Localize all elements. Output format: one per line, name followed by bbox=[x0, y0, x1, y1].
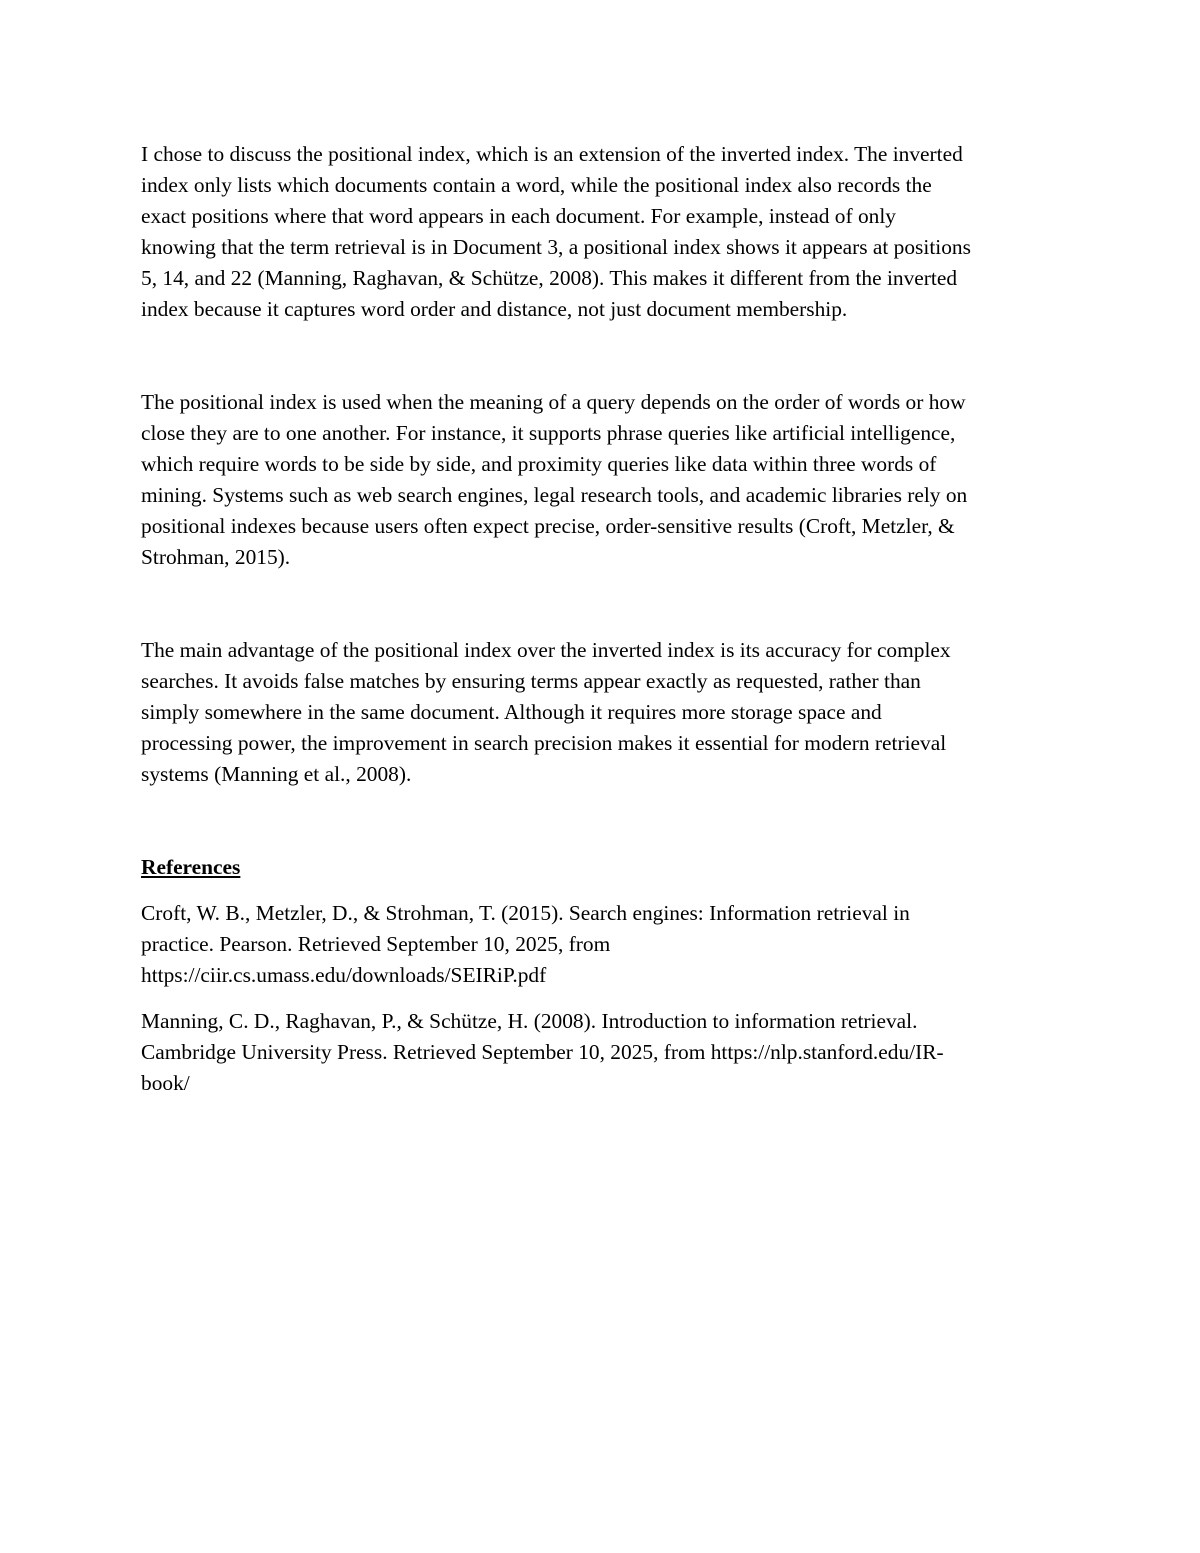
reference-line: book/ bbox=[141, 1071, 190, 1095]
references-heading: References bbox=[141, 855, 241, 879]
document-body bbox=[141, 139, 1061, 1099]
paragraph-line: positional indexes because users often expect precise, order-sensitive results (Croft, Metzler, & bbox=[141, 514, 955, 538]
paragraph-line: mining. Systems such as web search engines, legal research tools, and academic libraries rely on bbox=[141, 483, 968, 507]
paragraph-line: close they are to one another. For instance, it supports phrase queries like artificial intelligence, bbox=[141, 421, 956, 445]
paragraph-positional-index-usage bbox=[141, 387, 1061, 573]
paragraph-line: The main advantage of the positional index over the inverted index is its accuracy for complex bbox=[141, 638, 951, 662]
reference-line: practice. Pearson. Retrieved September 10, 2025, from bbox=[141, 932, 611, 956]
paragraph-line: Strohman, 2015). bbox=[141, 545, 291, 569]
paragraph-line: index only lists which documents contain a word, while the positional index also records the bbox=[141, 173, 932, 197]
paragraph-line: 5, 14, and 22 (Manning, Raghavan, & Schütze, 2008). This makes it different from the inverted bbox=[141, 266, 958, 290]
paragraph-line: processing power, the improvement in search precision makes it essential for modern retrieval bbox=[141, 731, 947, 755]
reference-url: https://ciir.cs.umass.edu/downloads/SEIRiP.pdf bbox=[141, 963, 547, 987]
paragraph-line: simply somewhere in the same document. Although it requires more storage space and bbox=[141, 700, 882, 724]
reference-line: Manning, C. D., Raghavan, P., & Schütze, H. (2008). Introduction to information retrieval. bbox=[141, 1009, 918, 1033]
paragraph-line: searches. It avoids false matches by ensuring terms appear exactly as requested, rather than bbox=[141, 669, 921, 693]
paragraph-line: knowing that the term retrieval is in Document 3, a positional index shows it appears at positions bbox=[141, 235, 971, 259]
paragraph-line: The positional index is used when the meaning of a query depends on the order of words or how bbox=[141, 390, 966, 414]
paragraph-line: which require words to be side by side, and proximity queries like data within three words of bbox=[141, 452, 937, 476]
paragraph-positional-index-advantage bbox=[141, 635, 1061, 790]
paragraph-line: systems (Manning et al., 2008). bbox=[141, 762, 412, 786]
paragraph-positional-index-intro bbox=[141, 139, 1061, 325]
paragraph-line: index because it captures word order and distance, not just document membership. bbox=[141, 297, 848, 321]
paragraph-line: exact positions where that word appears in each document. For example, instead of only bbox=[141, 204, 896, 228]
paragraph-line: I chose to discuss the positional index, which is an extension of the inverted index. The inverted bbox=[141, 142, 963, 166]
reference-line: Cambridge University Press. Retrieved September 10, 2025, from https://nlp.stanford.edu/IR- bbox=[141, 1040, 944, 1064]
reference-entry-manning bbox=[141, 1006, 1061, 1099]
reference-line: Croft, W. B., Metzler, D., & Strohman, T. (2015). Search engines: Information retrieval in bbox=[141, 901, 910, 925]
reference-entry-croft bbox=[141, 898, 1061, 991]
